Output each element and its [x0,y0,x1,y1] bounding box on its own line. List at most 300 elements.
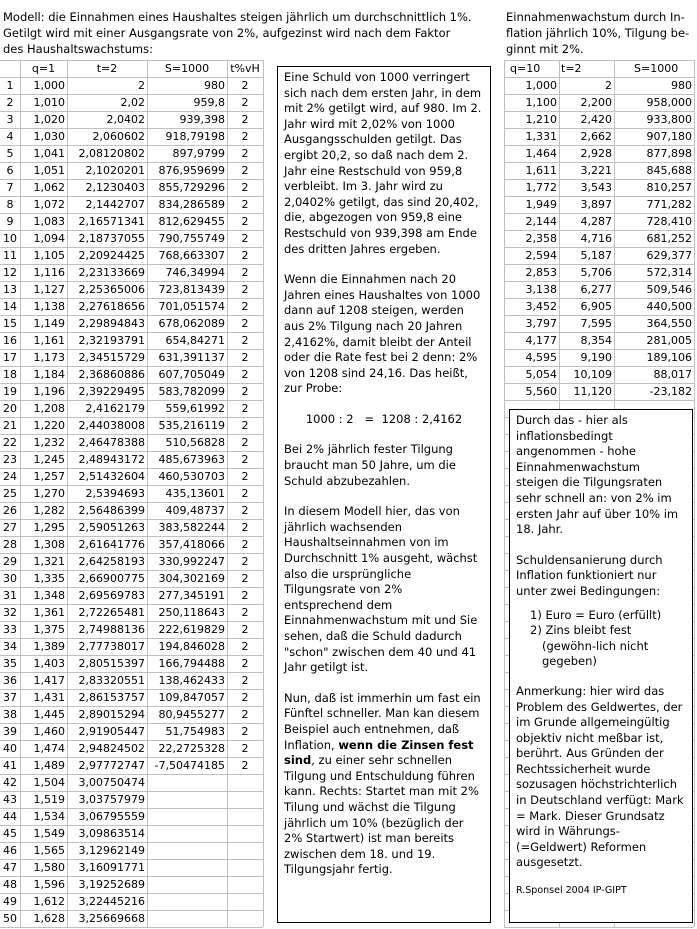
row-number: 32 [3,606,17,619]
explanation-paragraph-5 [284,691,484,878]
cell-s: 485,673963 [158,453,225,466]
right-cell-t: 5,187 [580,249,612,262]
cell-t: 3,19252689 [78,878,145,891]
right-cell-q: 3,797 [525,317,557,330]
right-cell-s: 933,800 [646,113,692,126]
right-cell-q: 2,144 [525,215,557,228]
cell-tvh: 2 [241,419,249,432]
right-cell-t: 2 [605,79,612,92]
cell-q: 1,519 [33,793,65,806]
row-number: 2 [6,96,14,109]
cell-q: 1,460 [33,725,65,738]
cell-s [147,910,227,927]
explanation-box [277,66,491,923]
right-cell-q: 5,054 [525,368,557,381]
right-cell-s: -23,182 [649,385,692,398]
right-cell-q: 2,853 [525,266,557,279]
signature: R.Sponsel 2004 IP-GIPT [516,885,627,897]
right-cell-t: 2,200 [580,96,612,109]
cell-s [147,825,227,842]
cell-s: 980 [204,79,225,92]
cell-t: 2,27618656 [78,300,145,313]
right-cell-q: 1,100 [525,96,557,109]
cell-t: 2,56486399 [78,504,145,517]
cell-s [147,876,227,893]
cell-tvh: 2 [241,589,249,602]
right-cell-t: 4,716 [580,232,612,245]
cell-tvh: 2 [241,198,249,211]
row-number: 13 [3,283,17,296]
right-cell-q: 5,560 [525,385,557,398]
left-col-header-t: t=2 [96,62,118,75]
cell-tvh [227,825,263,842]
cell-s: 701,051574 [158,300,225,313]
row-number: 35 [3,657,17,670]
cell-q: 1,361 [33,606,65,619]
right-cell-s: 728,410 [646,215,692,228]
cell-t: 2,32193791 [78,334,145,347]
cell-t: 2 [138,79,145,92]
cell-tvh: 2 [241,521,249,534]
cell-q: 1,062 [33,181,65,194]
cell-s: 435,13601 [165,487,225,500]
cell-t: 2,02 [120,96,145,109]
right-header [506,9,696,57]
cell-t: 2,61641776 [78,538,145,551]
cell-tvh: 2 [241,504,249,517]
cell-q: 1,257 [33,470,65,483]
p5-bold: wenn die Zinsen fest sind [284,737,474,768]
row-number: 40 [3,742,17,755]
cell-s: 277,345191 [158,589,225,602]
right-cell-t: 2,662 [580,130,612,143]
cell-tvh: 2 [241,283,249,296]
row-number: 1 [6,79,14,92]
cell-t: 3,03757979 [78,793,145,806]
cell-q: 1,245 [33,453,65,466]
cell-t: 2,5394693 [85,487,145,500]
cell-q: 1,094 [33,232,65,245]
p5-part-b: , zu einer sehr schnellen Tilgung und Entschuldung führen kann. Rechts: Startet man mit 2% Tilung und wächst die Tilgung jährlich um 10% (bezüglich der 2% Startwert) ist man bereits zwischen dem 18. und 19. Tilgungsjahr fertig. [284,753,479,877]
cell-q: 1,020 [33,113,65,126]
cell-q: 1,083 [33,215,65,228]
cell-q: 1,116 [33,266,65,279]
row-number: 9 [6,215,14,228]
row-number: 18 [3,368,17,381]
cell-s: 583,782099 [158,385,225,398]
cell-tvh: 2 [241,725,249,738]
row-number: 39 [3,725,17,738]
cell-tvh: 2 [241,79,249,92]
left-col-header-s: S=1000 [164,62,210,75]
cell-t: 2,86153757 [78,691,145,704]
left-col-header-q: q=1 [31,62,56,75]
cell-t: 2,74988136 [78,623,145,636]
cell-q: 1,403 [33,657,65,670]
right-cell-q: 1,949 [525,198,557,211]
explanation-paragraph-3: Bei 2% jährlich fester Tilgung braucht man 50 Jahre, um die Schuld abzubezahlen. [284,442,456,488]
right-cell-s: 440,500 [646,300,692,313]
row-number: 16 [3,334,17,347]
right-cell-s: 771,282 [646,198,692,211]
row-number: 25 [3,487,17,500]
right-cell-q: 3,138 [525,283,557,296]
left-header-line1: Modell: die Einnahmen eines Haushaltes steigen jährlich um durchschnittlich 1%. [3,10,472,24]
cell-t: 2,1230403 [85,181,145,194]
cell-t: 2,0402 [106,113,145,126]
cell-tvh: 2 [241,759,249,772]
right-cell-t: 11,120 [573,385,612,398]
right-cell-t: 3,543 [580,181,612,194]
right-cell-s: 189,106 [646,351,692,364]
row-number: 41 [3,759,17,772]
cell-t: 2,48943172 [78,453,145,466]
cell-s: 460,530703 [158,470,225,483]
right-cell-s: 364,550 [646,317,692,330]
row-number: 29 [3,555,17,568]
cell-q: 1,232 [33,436,65,449]
right-cell-q: 1,772 [525,181,557,194]
cell-tvh: 2 [241,742,249,755]
cell-t: 2,4162179 [85,402,145,415]
cell-q: 1,534 [33,810,65,823]
cell-t: 3,25669668 [78,912,145,925]
cell-q: 1,030 [33,130,65,143]
row-number: 47 [3,861,17,874]
cell-t: 2,34515729 [78,351,145,364]
cell-s: 357,418066 [158,538,225,551]
cell-q: 1,321 [33,555,65,568]
cell-q: 1,041 [33,147,65,160]
cell-t: 2,060602 [92,130,145,143]
cell-s [147,791,227,808]
cell-q: 1,474 [33,742,65,755]
cell-s: 790,755749 [158,232,225,245]
row-number: 20 [3,402,17,415]
cell-tvh [227,774,263,791]
cell-tvh: 2 [241,266,249,279]
cell-t: 2,64258193 [78,555,145,568]
cell-s [147,774,227,791]
cell-q: 1,196 [33,385,65,398]
right-header-line3: ginnt mit 2%. [506,42,584,56]
cell-s: 138,462433 [158,674,225,687]
cell-tvh: 2 [241,113,249,126]
cell-s: 250,118643 [158,606,225,619]
row-number: 44 [3,810,17,823]
cell-q: 1,628 [33,912,65,925]
row-number: 24 [3,470,17,483]
cell-q: 1,308 [33,538,65,551]
cell-tvh: 2 [241,572,249,585]
right-cell-t: 8,354 [580,334,612,347]
cell-t: 2,94824502 [78,742,145,755]
row-number: 26 [3,504,17,517]
cell-q: 1,504 [33,776,65,789]
conclusion-box [509,409,693,923]
cell-s [147,893,227,910]
row-number: 23 [3,453,17,466]
cell-s: 768,663307 [158,249,225,262]
cell-q: 1,105 [33,249,65,262]
cell-s [147,842,227,859]
row-number: 19 [3,385,17,398]
row-number: 49 [3,895,17,908]
cell-t: 3,06795559 [78,810,145,823]
right-cell-t: 5,706 [580,266,612,279]
right-cell-q: 1,210 [525,113,557,126]
right-cell-t: 6,905 [580,300,612,313]
right-cell-t: 9,190 [580,351,612,364]
cell-s: 607,705049 [158,368,225,381]
cell-t: 2,72265481 [78,606,145,619]
cell-tvh: 2 [241,334,249,347]
cell-q: 1,000 [33,79,65,92]
cell-t: 2,39229495 [78,385,145,398]
cell-s: 222,619829 [158,623,225,636]
row-number: 48 [3,878,17,891]
row-number: 10 [3,232,17,245]
cell-tvh: 2 [241,385,249,398]
cell-q: 1,184 [33,368,65,381]
right-cell-q: 2,358 [525,232,557,245]
row-number: 45 [3,827,17,840]
cell-s: -7,50474185 [154,759,225,772]
cell-s: 678,062089 [158,317,225,330]
cell-t: 2,80515397 [78,657,145,670]
right-cell-q: 4,595 [525,351,557,364]
right-cell-q: 2,594 [525,249,557,262]
right-cell-t: 2,928 [580,147,612,160]
cell-t: 2,69569783 [78,589,145,602]
row-number: 27 [3,521,17,534]
cell-tvh [227,859,263,876]
cell-s: 723,813439 [158,283,225,296]
row-number: 11 [3,249,17,262]
cell-q: 1,051 [33,164,65,177]
cell-tvh: 2 [241,317,249,330]
proportion-formula: 1000 : 2 = 1208 : 2,4162 [305,411,463,426]
right-cell-s: 681,252 [646,232,692,245]
cell-q: 1,335 [33,572,65,585]
cell-t: 2,51432604 [78,470,145,483]
cell-tvh: 2 [241,674,249,687]
cell-tvh: 2 [241,538,249,551]
cell-tvh: 2 [241,453,249,466]
condition-2: 2) Zins bleibt fest (gewöhn-lich nicht gegeben) [530,623,649,669]
cell-q: 1,375 [33,623,65,636]
cell-t: 2,66900775 [78,572,145,585]
row-number: 7 [6,181,14,194]
cell-q: 1,549 [33,827,65,840]
cell-tvh [227,791,263,808]
left-header-line2: Getilgt wird mit einer Ausgangsrate von 2%, aufgezinst wird nach dem Faktor [3,26,451,40]
cell-tvh: 2 [241,708,249,721]
cell-tvh: 2 [241,487,249,500]
cell-tvh [227,876,263,893]
row-number: 12 [3,266,17,279]
cell-t: 3,00750474 [78,776,145,789]
cell-tvh [227,842,263,859]
cell-q: 1,348 [33,589,65,602]
cell-tvh: 2 [241,623,249,636]
cell-tvh: 2 [241,164,249,177]
cell-q: 1,270 [33,487,65,500]
row-number: 30 [3,572,17,585]
explanation-paragraph-2: Wenn die Einnahmen nach 20 Jahren eines Haushaltes von 1000 dann auf 1208 steigen, werden aus 2% Tilgung nach 20 Jahren 2,4162%, damit bleibt der Anteil oder die Rate fest bei 2 denn: 2% von 1208 sind 24,16. Das heißt, zur Probe: [284,272,481,396]
cell-s: 304,302169 [158,572,225,585]
cell-q: 1,417 [33,674,65,687]
cell-tvh: 2 [241,555,249,568]
cell-t: 2,91905447 [78,725,145,738]
cell-q: 1,389 [33,640,65,653]
row-number: 42 [3,776,17,789]
right-cell-s: 980 [671,79,692,92]
right-cell-q: 1,331 [525,130,557,143]
cell-s: 559,61992 [165,402,225,415]
right-cell-t: 10,109 [573,368,612,381]
cell-t: 2,29894843 [78,317,145,330]
cell-tvh: 2 [241,640,249,653]
cell-s: 834,286589 [158,198,225,211]
row-number: 37 [3,691,17,704]
cell-s: 876,959699 [158,164,225,177]
cell-q: 1,010 [33,96,65,109]
cell-t: 3,12962149 [78,844,145,857]
right-cell-s: 509,546 [646,283,692,296]
cell-s: 109,847057 [158,691,225,704]
cell-tvh: 2 [241,232,249,245]
cell-tvh [227,893,263,910]
cell-tvh: 2 [241,402,249,415]
cell-q: 1,431 [33,691,65,704]
row-number: 28 [3,538,17,551]
row-number: 46 [3,844,17,857]
right-cell-q: 1,611 [525,164,557,177]
row-number: 34 [3,640,17,653]
right-col-header-t: t=2 [561,62,582,75]
cell-s: 383,582244 [158,521,225,534]
cell-t: 2,97772747 [78,759,145,772]
cell-s: 855,729296 [158,181,225,194]
left-header-line3: des Haushaltswachstums: [3,42,153,56]
cell-s: 510,56828 [165,436,225,449]
cell-t: 2,36860886 [78,368,145,381]
cell-q: 1,565 [33,844,65,857]
cell-s: 897,9799 [172,147,225,160]
cell-tvh: 2 [241,470,249,483]
right-cell-t: 6,277 [580,283,612,296]
right-cell-q: 4,177 [525,334,557,347]
cell-t: 2,44038008 [78,419,145,432]
cell-q: 1,445 [33,708,65,721]
cell-q: 1,072 [33,198,65,211]
right-cell-s: 88,017 [653,368,692,381]
cell-tvh: 2 [241,368,249,381]
cell-t: 2,1442707 [85,198,145,211]
row-number: 6 [6,164,14,177]
cell-tvh: 2 [241,606,249,619]
cell-s: 22,2725328 [158,742,225,755]
cell-t: 3,09863514 [78,827,145,840]
right-header-line2: flation jährlich 10%, Tilgung be- [506,26,690,40]
cell-q: 1,295 [33,521,65,534]
right-cell-q: 1,464 [525,147,557,160]
cell-s: 812,629455 [158,215,225,228]
row-number: 14 [3,300,17,313]
conclusion-note: Anmerkung: hier wird das Problem des Geldwertes, der im Grunde allgemeingültig objektiv nicht meßbar ist, berührt. Aus Gründen der Rechtssicherheit wurde sozusagen höchstrichterlich in Deutschland verfügt: Mark = Mark. Dieser Grundsatz wird in Währungs-(=Geldwert) Reformen ausgesetzt. [516,683,684,870]
row-number: 15 [3,317,17,330]
row-number: 17 [3,351,17,364]
row-number: 4 [6,130,14,143]
cell-q: 1,161 [33,334,65,347]
cell-s: 959,8 [193,96,225,109]
row-number: 22 [3,436,17,449]
right-col-header-q: q=10 [510,62,541,75]
cell-s: 330,992247 [158,555,225,568]
condition-1: 1) Euro = Euro (erfüllt) [530,607,662,622]
cell-s: 746,34994 [165,266,225,279]
cell-tvh: 2 [241,147,249,160]
conclusion-paragraph-2: Schuldensanierung durch Inflation funktioniert nur unter zwei Bedingungen: [516,552,663,598]
cell-tvh: 2 [241,657,249,670]
cell-tvh: 2 [241,249,249,262]
cell-tvh: 2 [241,130,249,143]
row-number: 38 [3,708,17,721]
cell-s: 51,754983 [165,725,225,738]
row-number: 33 [3,623,17,636]
explanation-paragraph-4: In diesem Modell hier, das von jährlich wachsenden Haushaltseinnahmen von im Durchschnitt 1% ausgeht, wächst also die ursprüngliche Tilgungsrate von 2% entsprechend dem Einnahmenwachstum mit und Sie sehen, daß die Schuld dadurch "schon" zwischen dem 40 und 41 Jahr getilgt ist. [284,504,478,675]
cell-t: 2,77738017 [78,640,145,653]
cell-s: 535,216119 [158,419,225,432]
row-number: 43 [3,793,17,806]
right-cell-s: 907,180 [646,130,692,143]
explanation-paragraph-1: Eine Schuld von 1000 verringert sich nach dem ersten Jahr, in dem mit 2% getilgt wird, auf 980. Im 2. Jahr wird mit 2,02% von 1000 Ausgangsschulden getilgt. Das ergibt 20,2, so daß nach dem 2. Jahr eine Restschuld von 959,8 verbleibt. Im 3. Jahr wird zu 2,0402% getilgt, das sind 20,402, die, abgezogen von 959,8 eine Restschuld von 939,398 am Ende des dritten Jahres ergeben. [284,70,482,256]
cell-t: 2,20924425 [78,249,145,262]
right-cell-s: 572,314 [646,266,692,279]
cell-q: 1,220 [33,419,65,432]
cell-s: 631,391137 [158,351,225,364]
p5-part-a: Nun, daß ist immerhin um fast ein Fünftel schneller. Man kan diesem Beispiel auch entnehmen, daß Inflation, [284,690,481,752]
left-col-header-tvh: t%vH [230,62,260,75]
right-cell-t: 4,287 [580,215,612,228]
right-cell-t: 2,420 [580,113,612,126]
cell-q: 1,127 [33,283,65,296]
right-cell-s: 958,000 [646,96,692,109]
cell-t: 2,46478388 [78,436,145,449]
cell-tvh: 2 [241,436,249,449]
right-col-header-s: S=1000 [634,62,679,75]
right-header-line1: Einnahmenwachstum durch In- [506,10,685,24]
cell-t: 2,1020201 [85,164,145,177]
cell-s [147,808,227,825]
cell-tvh: 2 [241,300,249,313]
cell-q: 1,596 [33,878,65,891]
right-cell-s: 877,898 [646,147,692,160]
cell-s: 939,398 [179,113,225,126]
cell-q: 1,612 [33,895,65,908]
cell-tvh [227,910,263,927]
right-cell-s: 629,377 [646,249,692,262]
right-cell-t: 3,897 [580,198,612,211]
cell-t: 2,83320551 [78,674,145,687]
cell-tvh: 2 [241,351,249,364]
row-number: 36 [3,674,17,687]
cell-tvh: 2 [241,96,249,109]
cell-s: 166,794488 [158,657,225,670]
cell-t: 2,89015294 [78,708,145,721]
cell-t: 3,16091771 [78,861,145,874]
